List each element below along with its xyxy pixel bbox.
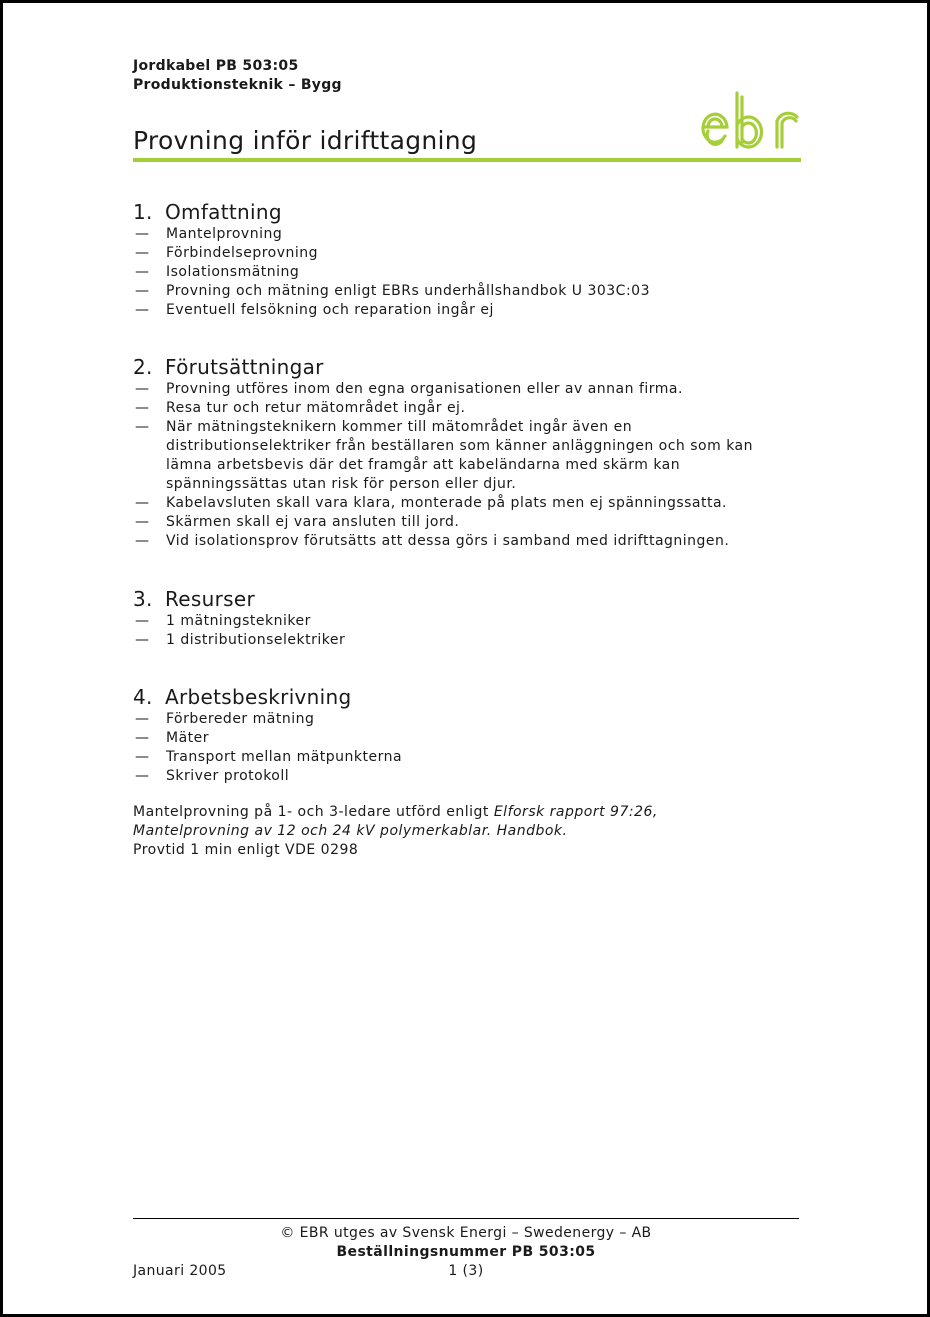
list-item-text: Skärmen skall ej vara ansluten till jord.: [166, 514, 460, 530]
list-item-text: Förbereder mätning: [166, 711, 315, 727]
footer-copyright: © EBR utges av Svensk Energi – Swedenergy – AB: [280, 1225, 652, 1241]
list-item: [133, 418, 793, 494]
section-title: Resurser: [165, 587, 255, 611]
section-forutsattningar: [133, 354, 793, 551]
bullet-dash: —: [135, 768, 150, 784]
note-line-1: [133, 803, 813, 822]
bullet-dash: —: [135, 730, 150, 746]
bullet-dash: —: [135, 245, 150, 261]
list-item: [133, 301, 813, 320]
bullet-dash: —: [135, 381, 150, 397]
footer-date: Januari 2005: [133, 1263, 227, 1279]
list-item: [133, 494, 793, 513]
list-item-text: 1 mätningstekniker: [166, 613, 311, 629]
title-underline: [133, 158, 801, 162]
list-item-text: Transport mellan mätpunkterna: [166, 749, 403, 765]
section-resurser: [133, 586, 813, 650]
list-item: [133, 612, 813, 631]
section-heading: [133, 586, 813, 612]
header-line-1: Jordkabel PB 503:05: [133, 58, 299, 74]
list-item: [133, 631, 813, 650]
section-omfattning: [133, 199, 813, 320]
list-item-text: Förbindelseprovning: [166, 245, 319, 261]
section-number: 1.: [133, 200, 153, 224]
note-line-2: [133, 822, 813, 841]
note-line-3: Provtid 1 min enligt VDE 0298: [133, 842, 359, 858]
list-item-text: Vid isolationsprov förutsätts att dessa görs i samband med idrifttagningen.: [166, 533, 730, 549]
list-item-text: Skriver protokoll: [166, 768, 290, 784]
bullet-dash: —: [135, 632, 150, 648]
list-item: [133, 282, 813, 301]
document-header: [133, 57, 342, 95]
header-line-2: Produktionsteknik – Bygg: [133, 77, 342, 93]
bullet-list: [133, 710, 813, 786]
list-item: [133, 513, 793, 532]
bullet-dash: —: [135, 495, 150, 511]
list-item-text: Mantelprovning: [166, 226, 283, 242]
bullet-dash: —: [135, 419, 150, 435]
section-number: 3.: [133, 587, 153, 611]
ebr-logo: [697, 87, 805, 155]
note-reference-title: Elforsk rapport 97:26,: [493, 804, 658, 820]
list-item: [133, 710, 813, 729]
list-item: [133, 225, 813, 244]
list-item: [133, 767, 813, 786]
section-title: Omfattning: [165, 200, 282, 224]
list-item-text: Isolationsmätning: [166, 264, 300, 280]
bullet-dash: —: [135, 226, 150, 242]
section-heading: [133, 684, 813, 710]
list-item-text: Resa tur och retur mätområdet ingår ej.: [166, 400, 466, 416]
bullet-dash: —: [135, 283, 150, 299]
list-item-text: Provning utföres inom den egna organisationen eller av annan firma.: [166, 381, 683, 397]
bullet-dash: —: [135, 613, 150, 629]
list-item-text: 1 distributionselektriker: [166, 632, 346, 648]
list-item: [133, 729, 813, 748]
list-item: [133, 244, 813, 263]
bullet-dash: —: [135, 533, 150, 549]
bullet-dash: —: [135, 711, 150, 727]
list-item: [133, 532, 793, 551]
footer-page-number: 1 (3): [448, 1263, 484, 1279]
section-arbetsbeskrivning: [133, 684, 813, 786]
footer-order-number: Beställningsnummer PB 503:05: [336, 1244, 596, 1260]
document-title: Provning inför idrifttagning: [133, 126, 478, 155]
bullet-dash: —: [135, 264, 150, 280]
list-item-text: Kabelavsluten skall vara klara, monterade på plats men ej spänningssatta.: [166, 495, 728, 511]
section-number: 2.: [133, 355, 153, 379]
bullet-list: [133, 612, 813, 650]
list-item: [133, 748, 813, 767]
bullet-dash: —: [135, 400, 150, 416]
section-title: Förutsättningar: [165, 355, 324, 379]
bullet-dash: —: [135, 514, 150, 530]
list-item: [133, 263, 813, 282]
bullet-dash: —: [135, 302, 150, 318]
bullet-list: [133, 380, 793, 551]
bullet-dash: —: [135, 749, 150, 765]
footer-divider: [133, 1218, 799, 1219]
note-reference-subtitle: Mantelprovning av 12 och 24 kV polymerkablar. Handbok.: [133, 823, 568, 839]
bullet-list: [133, 225, 813, 320]
section-heading: [133, 354, 793, 380]
list-item: [133, 380, 793, 399]
section-number: 4.: [133, 685, 153, 709]
section-title: Arbetsbeskrivning: [165, 685, 352, 709]
reference-note: [133, 803, 813, 860]
list-item-text: Eventuell felsökning och reparation ingår ej: [166, 302, 494, 318]
list-item: [133, 399, 793, 418]
section-heading: [133, 199, 813, 225]
list-item-text: När mätningsteknikern kommer till mätområdet ingår även en distributionselektriker från beställaren som känner anläggningen och som kan lämna arbetsbevis där det framgår att kabeländarna med skärm kan spänningssättas utan risk för person eller djur.: [166, 419, 754, 492]
list-item-text: Mäter: [166, 730, 210, 746]
note-text: Mantelprovning på 1- och 3-ledare utförd enligt: [133, 804, 494, 820]
list-item-text: Provning och mätning enligt EBRs underhållshandbok U 303C:03: [166, 283, 650, 299]
